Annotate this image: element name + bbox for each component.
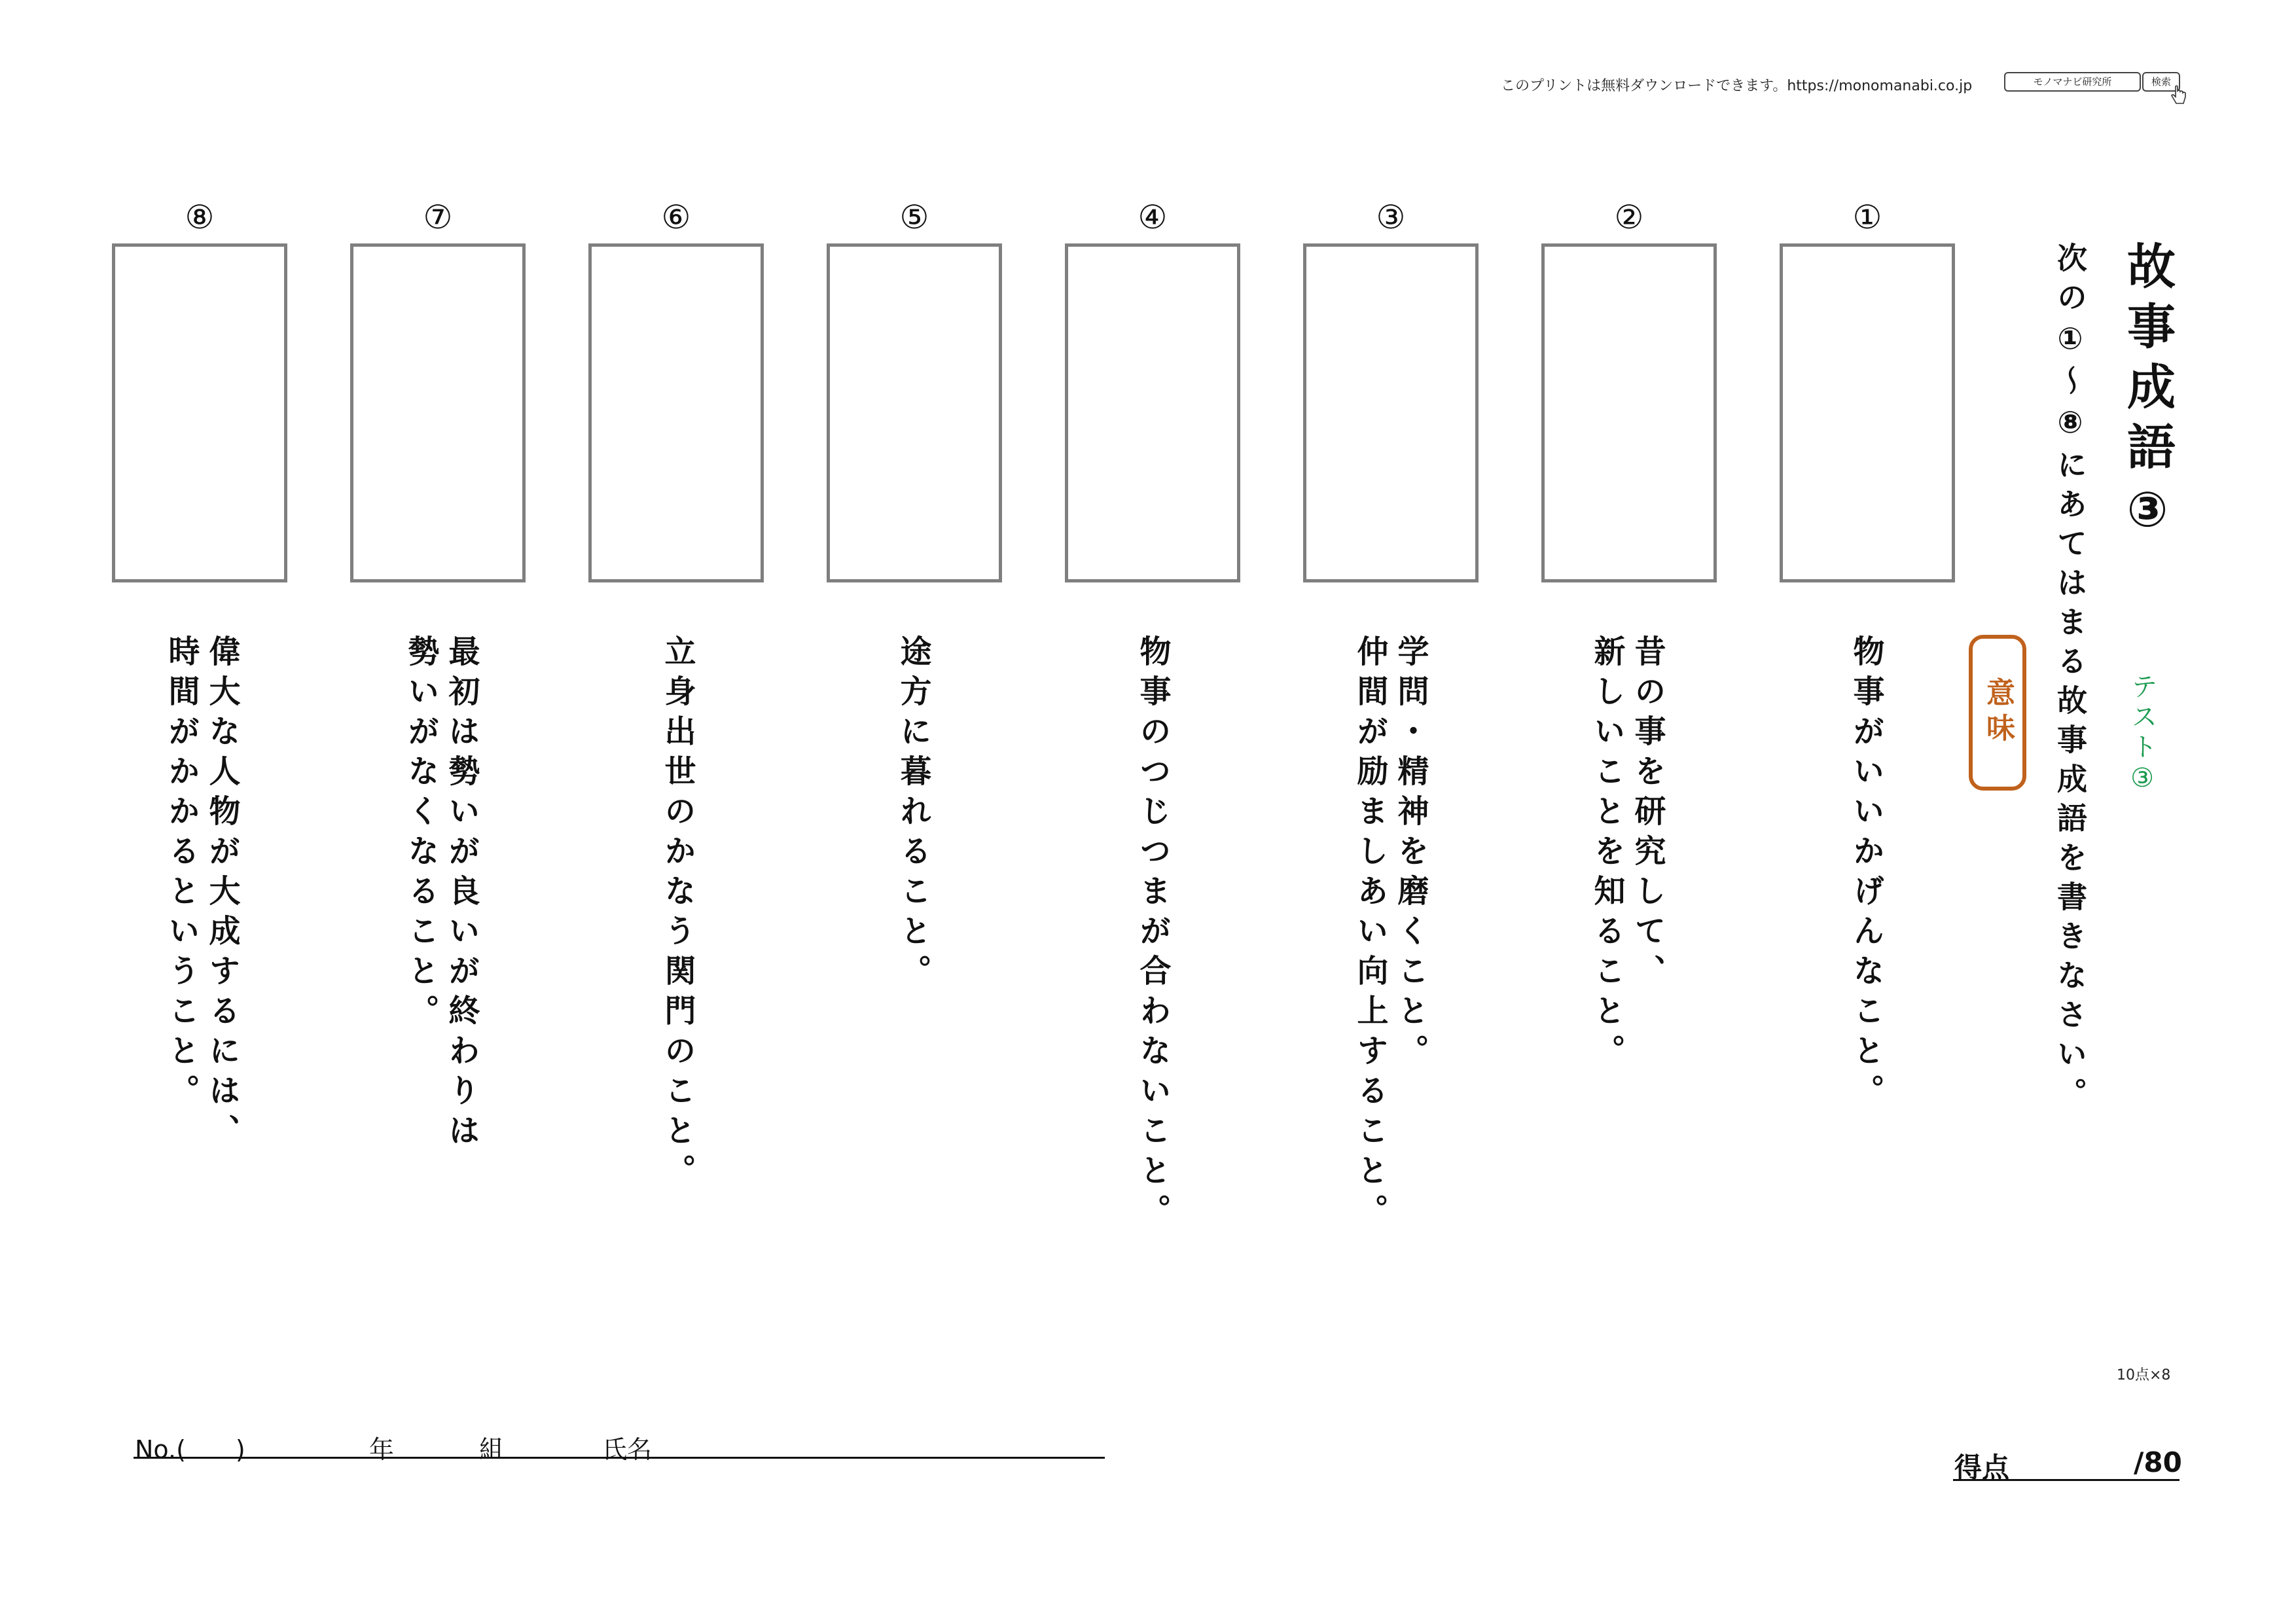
answer-box[interactable] [1065,243,1240,582]
answer-box[interactable] [112,243,287,582]
definition-line: 昔の事を研究して、 [1629,635,1666,994]
definition-line: 最初は勢いが良いが終わりは [443,635,480,1154]
definition-line: 仲間が励ましあい向上すること。 [1352,635,1388,1234]
score-label: 得点 [1954,1452,2010,1484]
answer-box[interactable] [588,243,764,582]
page-title: 故事成語③ [2119,241,2176,550]
answer-box[interactable] [827,243,1002,582]
definition-line: 物事がいいかげんなこと。 [1848,635,1884,1114]
definition-line: 物事のつじつまが合わないこと。 [1134,635,1171,1234]
search-box[interactable]: モノマナビ研究所 [2004,72,2141,92]
instructions: 次の①～⑧にあてはまる故事成語を書きなさい。 [2053,242,2088,1116]
test-subtitle: テスト③ [2127,673,2157,797]
question-number: ④ [1138,198,1168,236]
definition-line: 時間がかかるということ。 [163,635,200,1114]
definition-line: 学問・精神を磨くこと。 [1392,635,1429,1074]
answer-box[interactable] [350,243,526,582]
score-total: /80 [2134,1446,2182,1478]
definition-line: 新しいことを知ること。 [1588,635,1625,1074]
student-number-label: No.( ) [135,1435,245,1464]
answer-box[interactable] [1780,243,1955,582]
answer-box[interactable] [1541,243,1717,582]
points-note: 10点×8 [2117,1367,2171,1383]
class-label: 組 [479,1435,505,1464]
definition-line: 勢いがなくなること。 [403,635,439,1034]
hand-pointer-icon [2170,84,2187,106]
search-button[interactable]: 検索 [2142,72,2180,92]
question-number: ⑦ [423,198,453,236]
name-label: 氏名 [602,1435,653,1464]
question-number: ⑤ [899,198,929,236]
definition-line: 立身出世のかなう関門のこと。 [659,635,696,1194]
question-number: ② [1614,198,1644,236]
question-number: ① [1852,198,1882,236]
year-label: 年 [369,1435,395,1464]
question-number: ⑥ [661,198,691,236]
answer-box[interactable] [1303,243,1479,582]
download-note: このプリントは無料ダウンロードできます。https://monomanabi.co.jp [1501,78,1973,94]
question-number: ③ [1376,198,1406,236]
name-line[interactable] [134,1457,1105,1459]
score-line[interactable] [1953,1479,2179,1481]
definition-line: 途方に暮れること。 [895,635,931,994]
question-number: ⑧ [185,198,215,236]
meaning-tag: 意味 [1969,635,2026,791]
definition-line: 偉大な人物が大成するには、 [204,635,240,1154]
